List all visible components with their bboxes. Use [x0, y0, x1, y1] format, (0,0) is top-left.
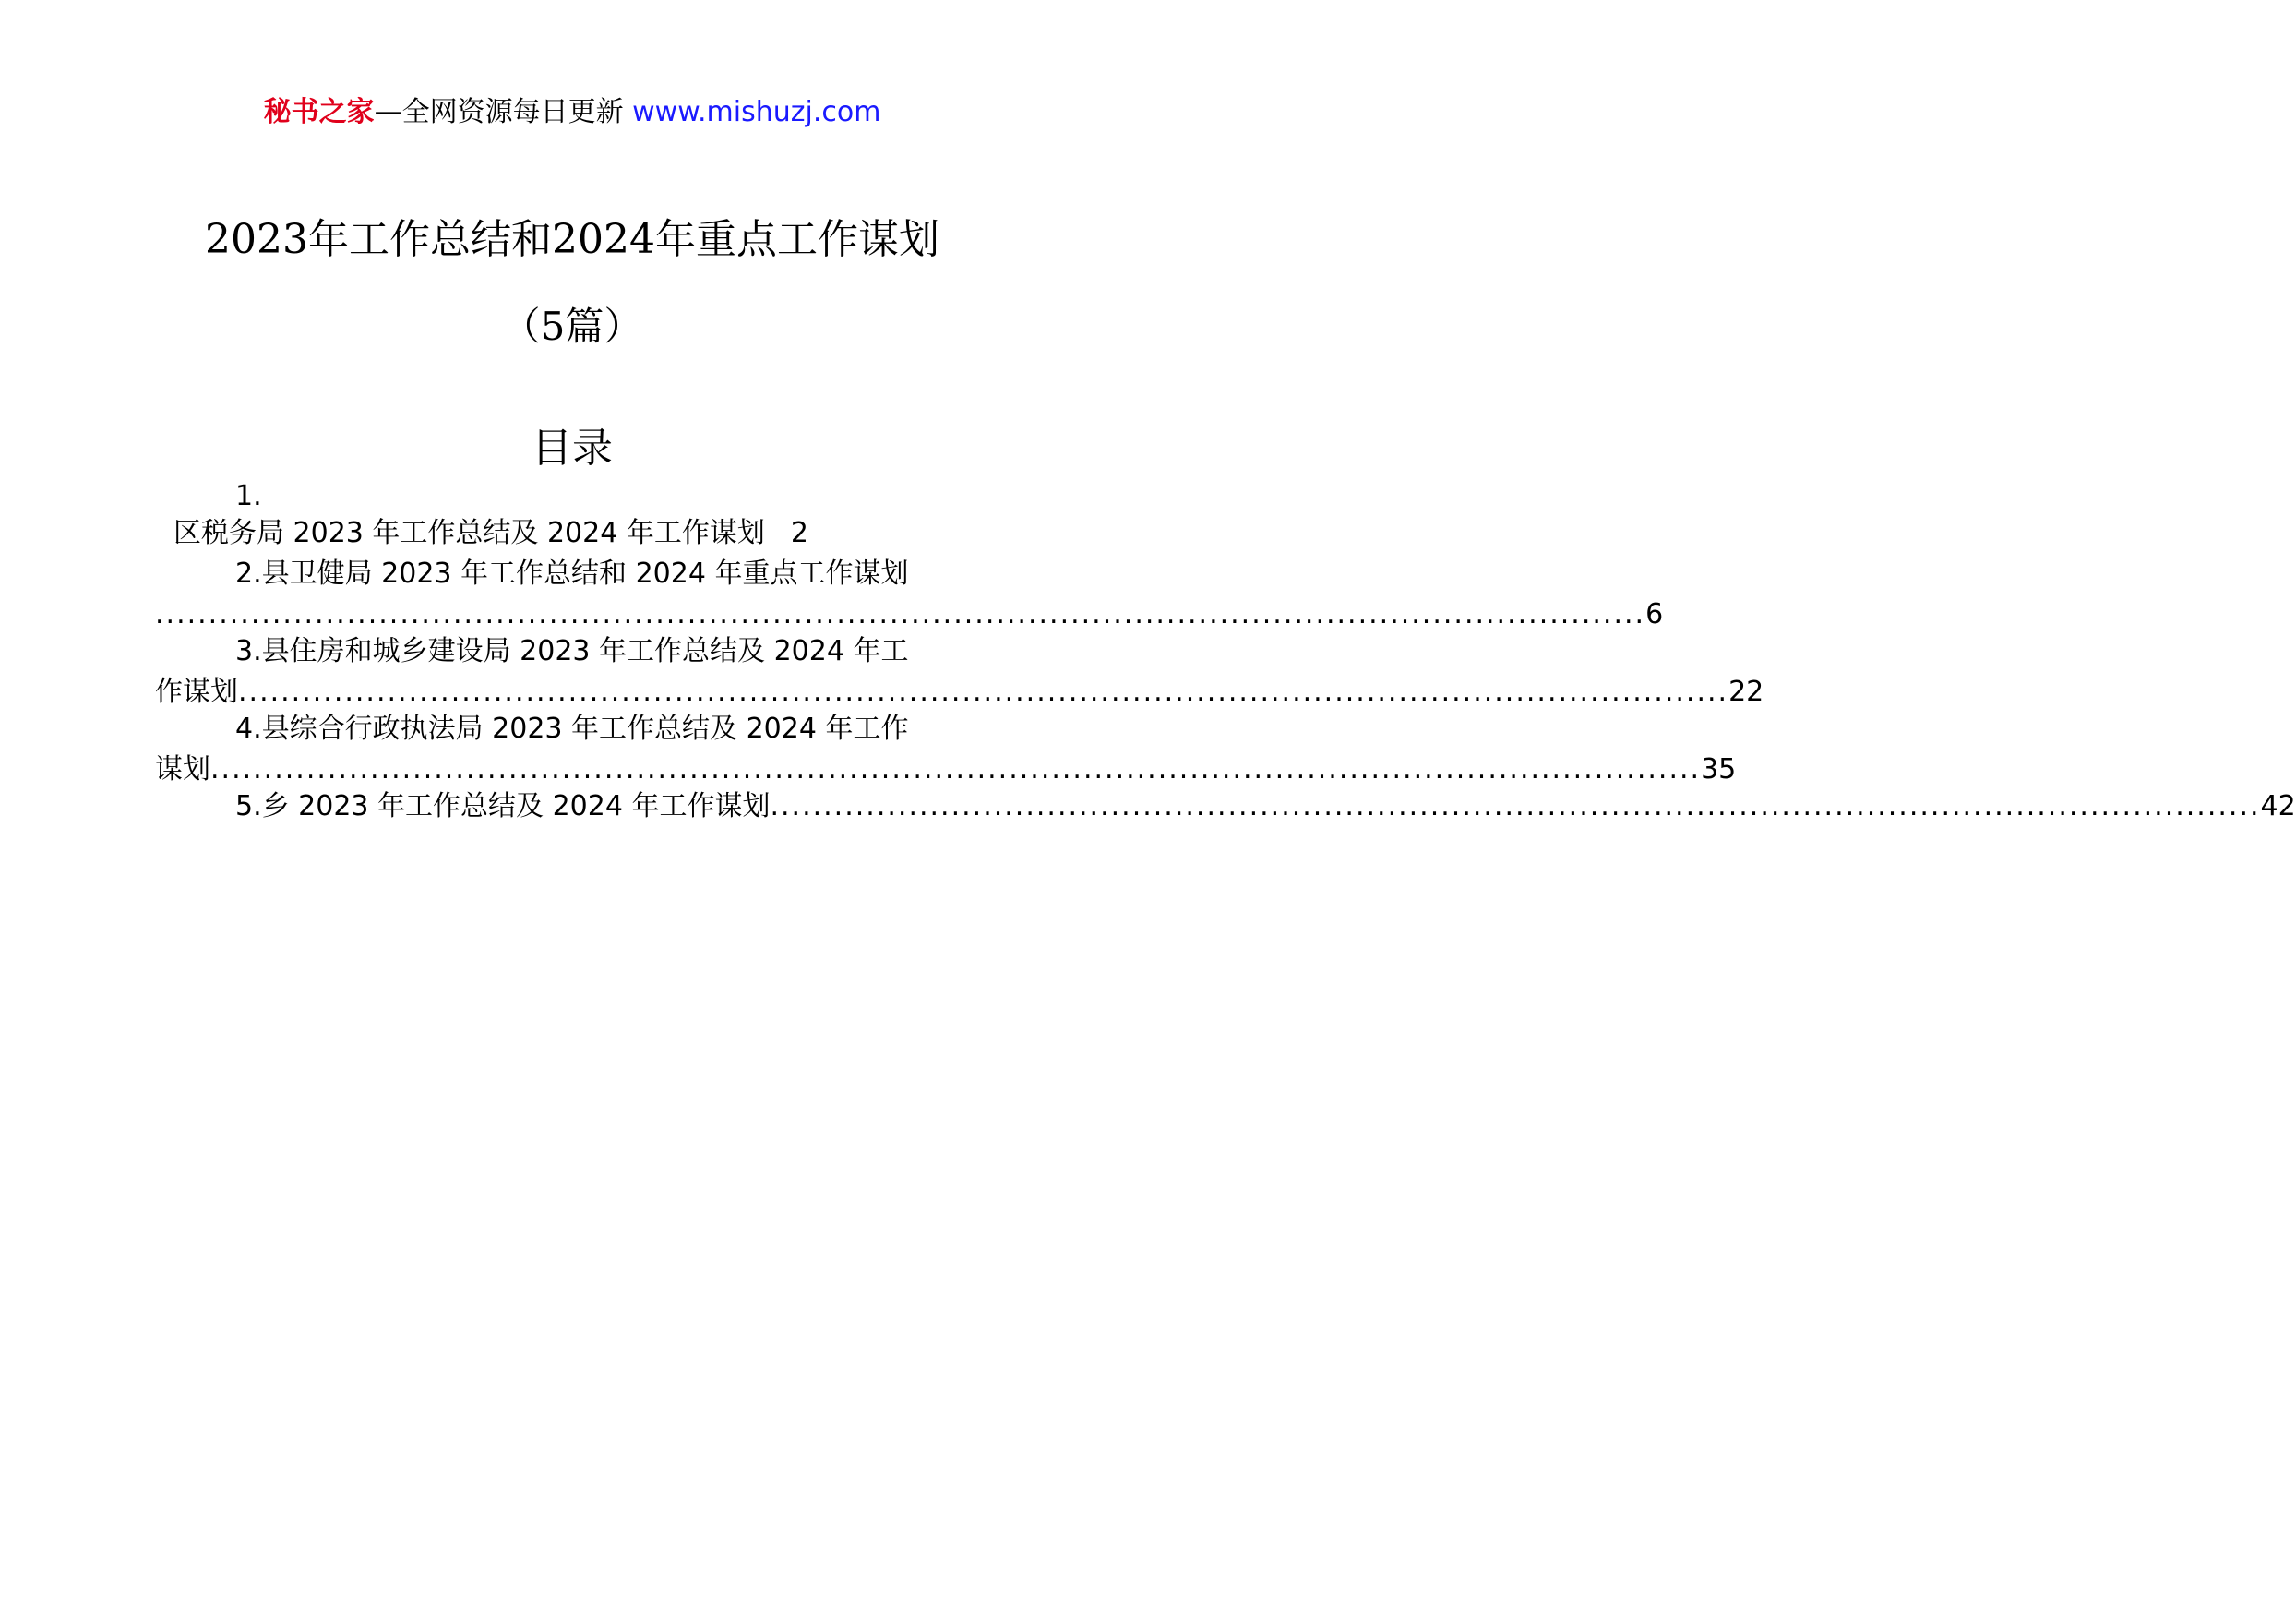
site-slogan: —全网资源每日更新	[374, 96, 633, 128]
toc-entry-page: 35	[1701, 753, 1737, 786]
toc-entry-2[interactable]	[173, 554, 969, 594]
toc-entry-title-cont: 作谋划	[155, 676, 238, 708]
toc-dot-leader: ............................................................................................................................................	[155, 598, 1646, 630]
toc-entry-number: 1.	[235, 480, 262, 512]
table-of-contents	[155, 480, 2296, 827]
toc-dot-leader: ............................................................................................................................................	[238, 676, 1729, 708]
toc-entry-title: 2.县卫健局 2023 年工作总结和 2024 年重点工作谋划	[235, 558, 909, 590]
toc-entry-1-number[interactable]	[173, 476, 969, 517]
site-url-link[interactable]: www.mishuzj.com	[632, 96, 881, 128]
document-subtitle: （5篇）	[501, 304, 643, 349]
toc-entry-2-leader[interactable]	[155, 594, 1664, 635]
toc-heading: 目录	[532, 425, 613, 472]
toc-entry-title: 3.县住房和城乡建设局 2023 年工作总结及 2024 年工	[235, 635, 909, 667]
toc-dot-leader: ............................................................................................................................................	[210, 753, 1702, 786]
toc-entry-page: 6	[1645, 598, 1664, 630]
toc-dot-leader: ............................................................................................................................................	[770, 790, 2261, 822]
toc-entry-title: 区税务局 2023 年工作总结及 2024 年工作谋划	[173, 517, 765, 549]
toc-entry-title: 5.乡 2023 年工作总结及 2024 年工作谋划	[235, 790, 771, 822]
toc-entry-page: 22	[1728, 676, 1764, 708]
toc-entry-page: 42	[2260, 790, 2296, 822]
toc-entry-4[interactable]	[173, 709, 969, 750]
toc-entry-title: 4.县综合行政执法局 2023 年工作总结及 2024 年工作	[235, 713, 909, 745]
toc-entry-3[interactable]	[173, 631, 969, 672]
toc-entry-title-cont: 谋划	[155, 753, 210, 786]
brand-name: 秘书之家	[263, 96, 375, 128]
toc-entry-page: 2	[790, 517, 808, 549]
document-title: 2023年工作总结和2024年重点工作谋划	[205, 216, 939, 263]
site-header	[0, 94, 1144, 131]
toc-entry-1[interactable]	[173, 513, 969, 554]
toc-entry-5[interactable]	[173, 786, 2296, 827]
toc-entry-3-leader[interactable]	[155, 672, 1764, 713]
toc-entry-4-leader[interactable]	[155, 750, 1737, 790]
